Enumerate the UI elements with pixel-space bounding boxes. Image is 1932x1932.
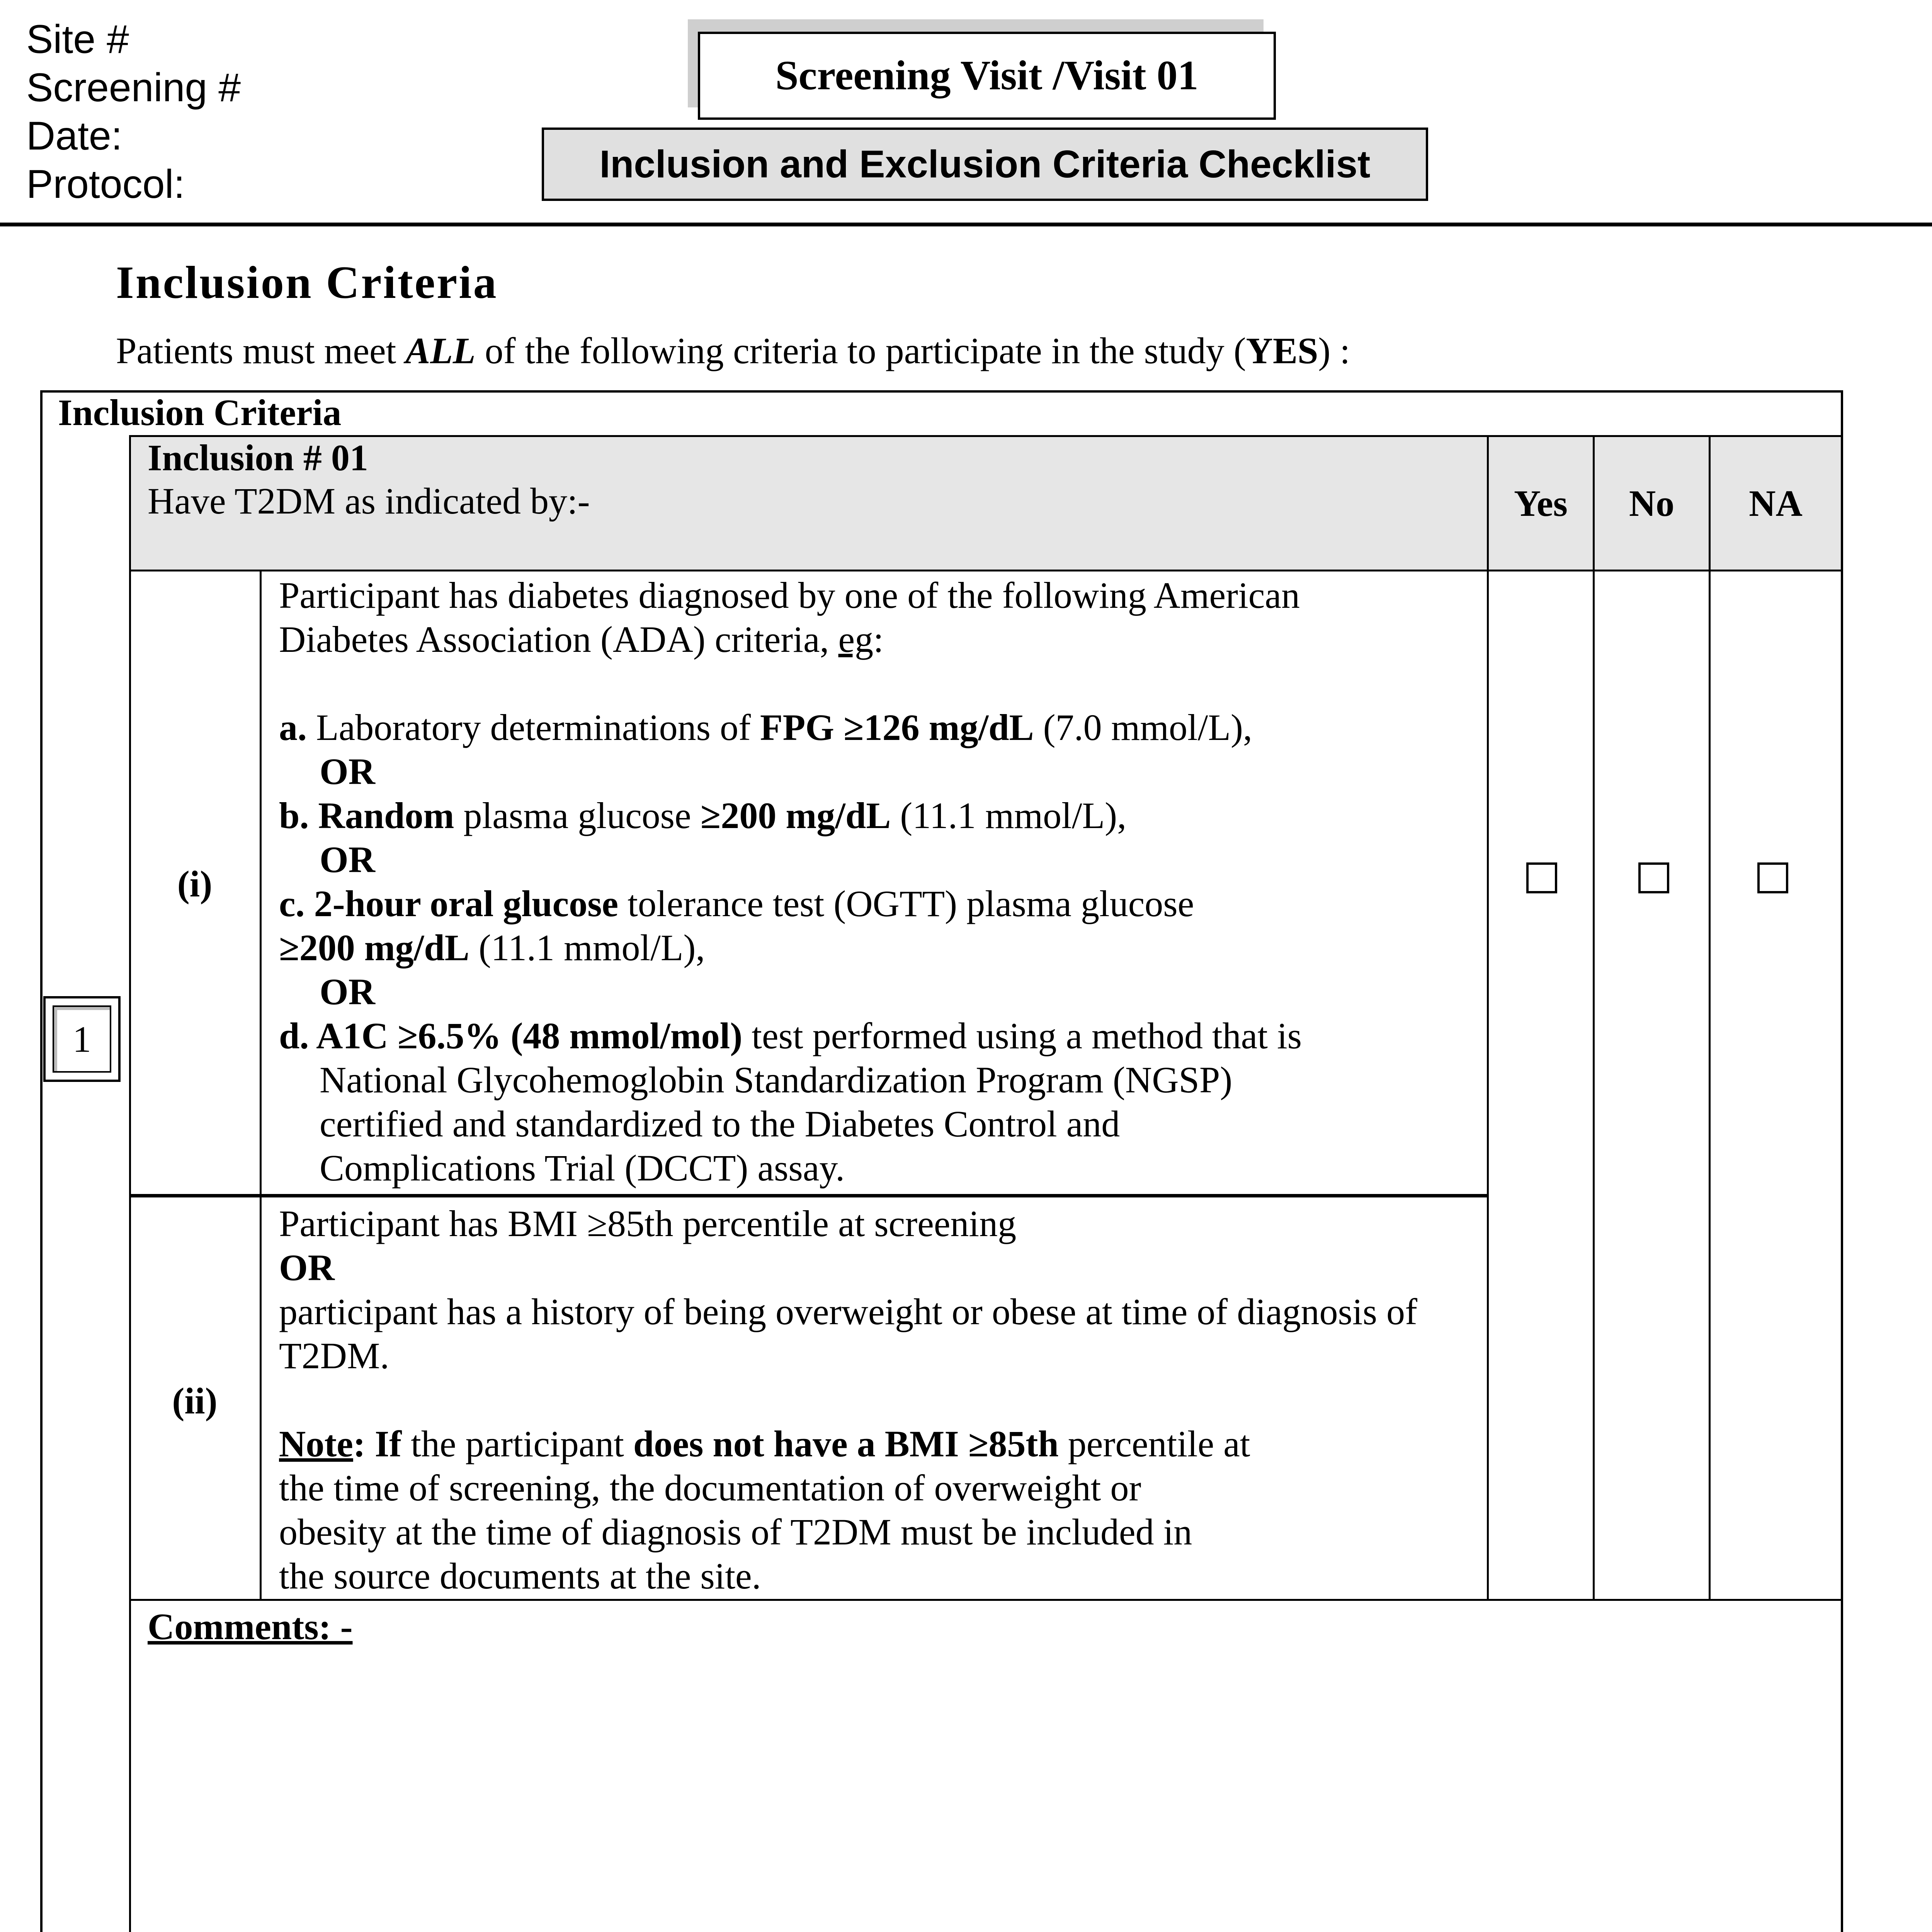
crit-i-option-b: b. Random plasma glucose ≥200 mg/dL (11.1 mmol/L), — [279, 795, 1127, 836]
criterion-ii-text — [279, 1202, 1417, 1598]
crit-ii-note-cont: obesity at the time of diagnosis of T2DM must be included in — [279, 1511, 1192, 1553]
criterion-ii-label: (ii) — [172, 1380, 218, 1422]
row-number-box — [43, 996, 121, 1082]
intro-text: of the following criteria to participate in the study ( — [475, 330, 1246, 371]
crit-ii-or: OR — [279, 1247, 335, 1288]
criteria-divider — [129, 1194, 1488, 1197]
na-checkbox[interactable] — [1757, 862, 1788, 893]
crit-ii-note-cont: the time of screening, the documentation of overweight or — [279, 1467, 1141, 1509]
comments-label: Comments: - — [148, 1606, 353, 1647]
na-column-divider — [1709, 435, 1711, 1600]
header-divider — [0, 223, 1932, 226]
screening-field-label: Screening # — [26, 65, 241, 110]
section-title: Inclusion Criteria — [116, 257, 498, 308]
crit-i-line: Diabetes Association (ADA) criteria, eg: — [279, 619, 884, 660]
crit-i-option-d-cont: National Glycohemoglobin Standardization Program (NGSP) — [320, 1059, 1233, 1100]
intro-text: ) : — [1318, 330, 1350, 371]
crit-ii-note: Note: If the participant does not have a BMI ≥85th percentile at — [279, 1423, 1250, 1464]
intro-all: ALL — [405, 330, 476, 371]
crit-i-option-d-cont: Complications Trial (DCCT) assay. — [320, 1147, 845, 1189]
crit-i-or: OR — [320, 971, 375, 1012]
table-border-right — [1841, 390, 1843, 1932]
table-caption: Inclusion Criteria — [58, 392, 342, 433]
crit-ii-note-cont: the source documents at the site. — [279, 1555, 761, 1597]
column-header-no: No — [1629, 482, 1675, 524]
column-header-yes: Yes — [1514, 482, 1568, 524]
crit-ii-line: Participant has BMI ≥85th percentile at screening — [279, 1203, 1017, 1244]
intro-text: Patients must meet — [116, 330, 406, 371]
yes-checkbox[interactable] — [1526, 862, 1557, 893]
intro-yes: YES — [1246, 330, 1318, 371]
column-header-na: NA — [1749, 482, 1803, 524]
crit-i-line: Participant has diabetes diagnosed by one of the following American — [279, 575, 1300, 616]
crit-i-or: OR — [320, 751, 375, 792]
inclusion-title: Inclusion # 01 — [148, 437, 368, 478]
visit-title: Screening Visit /Visit 01 — [698, 32, 1276, 120]
site-field-label: Site # — [26, 17, 129, 62]
row-number: 1 — [53, 1005, 111, 1073]
number-column-divider — [129, 435, 131, 1932]
inclusion-description: Have T2DM as indicated by:- — [148, 480, 590, 522]
header-fields — [26, 15, 241, 209]
no-column-divider — [1593, 435, 1595, 1600]
header-row-divider — [129, 570, 1843, 571]
table-border-left — [40, 390, 43, 1932]
roman-column-divider — [260, 570, 262, 1600]
crit-i-option-d-cont: certified and standardized to the Diabetes Control and — [320, 1103, 1120, 1145]
crit-i-or: OR — [320, 839, 375, 880]
comments-area[interactable] — [131, 1658, 1839, 1932]
crit-ii-line: participant has a history of being overweight or obese at time of diagnosis of — [279, 1291, 1417, 1332]
crit-i-option-d: d. A1C ≥6.5% (48 mmol/mol) test performed using a method that is — [279, 1015, 1302, 1056]
crit-i-option-c-cont: ≥200 mg/dL (11.1 mmol/L), — [279, 927, 705, 968]
yes-column-divider — [1487, 435, 1489, 1600]
crit-i-option-c: c. 2-hour oral glucose tolerance test (OGTT) plasma glucose — [279, 883, 1194, 924]
protocol-field-label: Protocol: — [26, 162, 185, 207]
criterion-i-label: (i) — [177, 863, 213, 905]
crit-ii-line: T2DM. — [279, 1335, 389, 1376]
no-checkbox[interactable] — [1638, 862, 1669, 893]
comments-divider — [129, 1599, 1843, 1601]
crit-i-option-a: a. Laboratory determinations of FPG ≥126 mg/dL (7.0 mmol/L), — [279, 707, 1252, 748]
criterion-i-text — [279, 573, 1302, 1190]
checklist-title: Inclusion and Exclusion Criteria Checklist — [542, 128, 1428, 201]
date-field-label: Date: — [26, 114, 122, 158]
section-intro — [116, 329, 1350, 372]
